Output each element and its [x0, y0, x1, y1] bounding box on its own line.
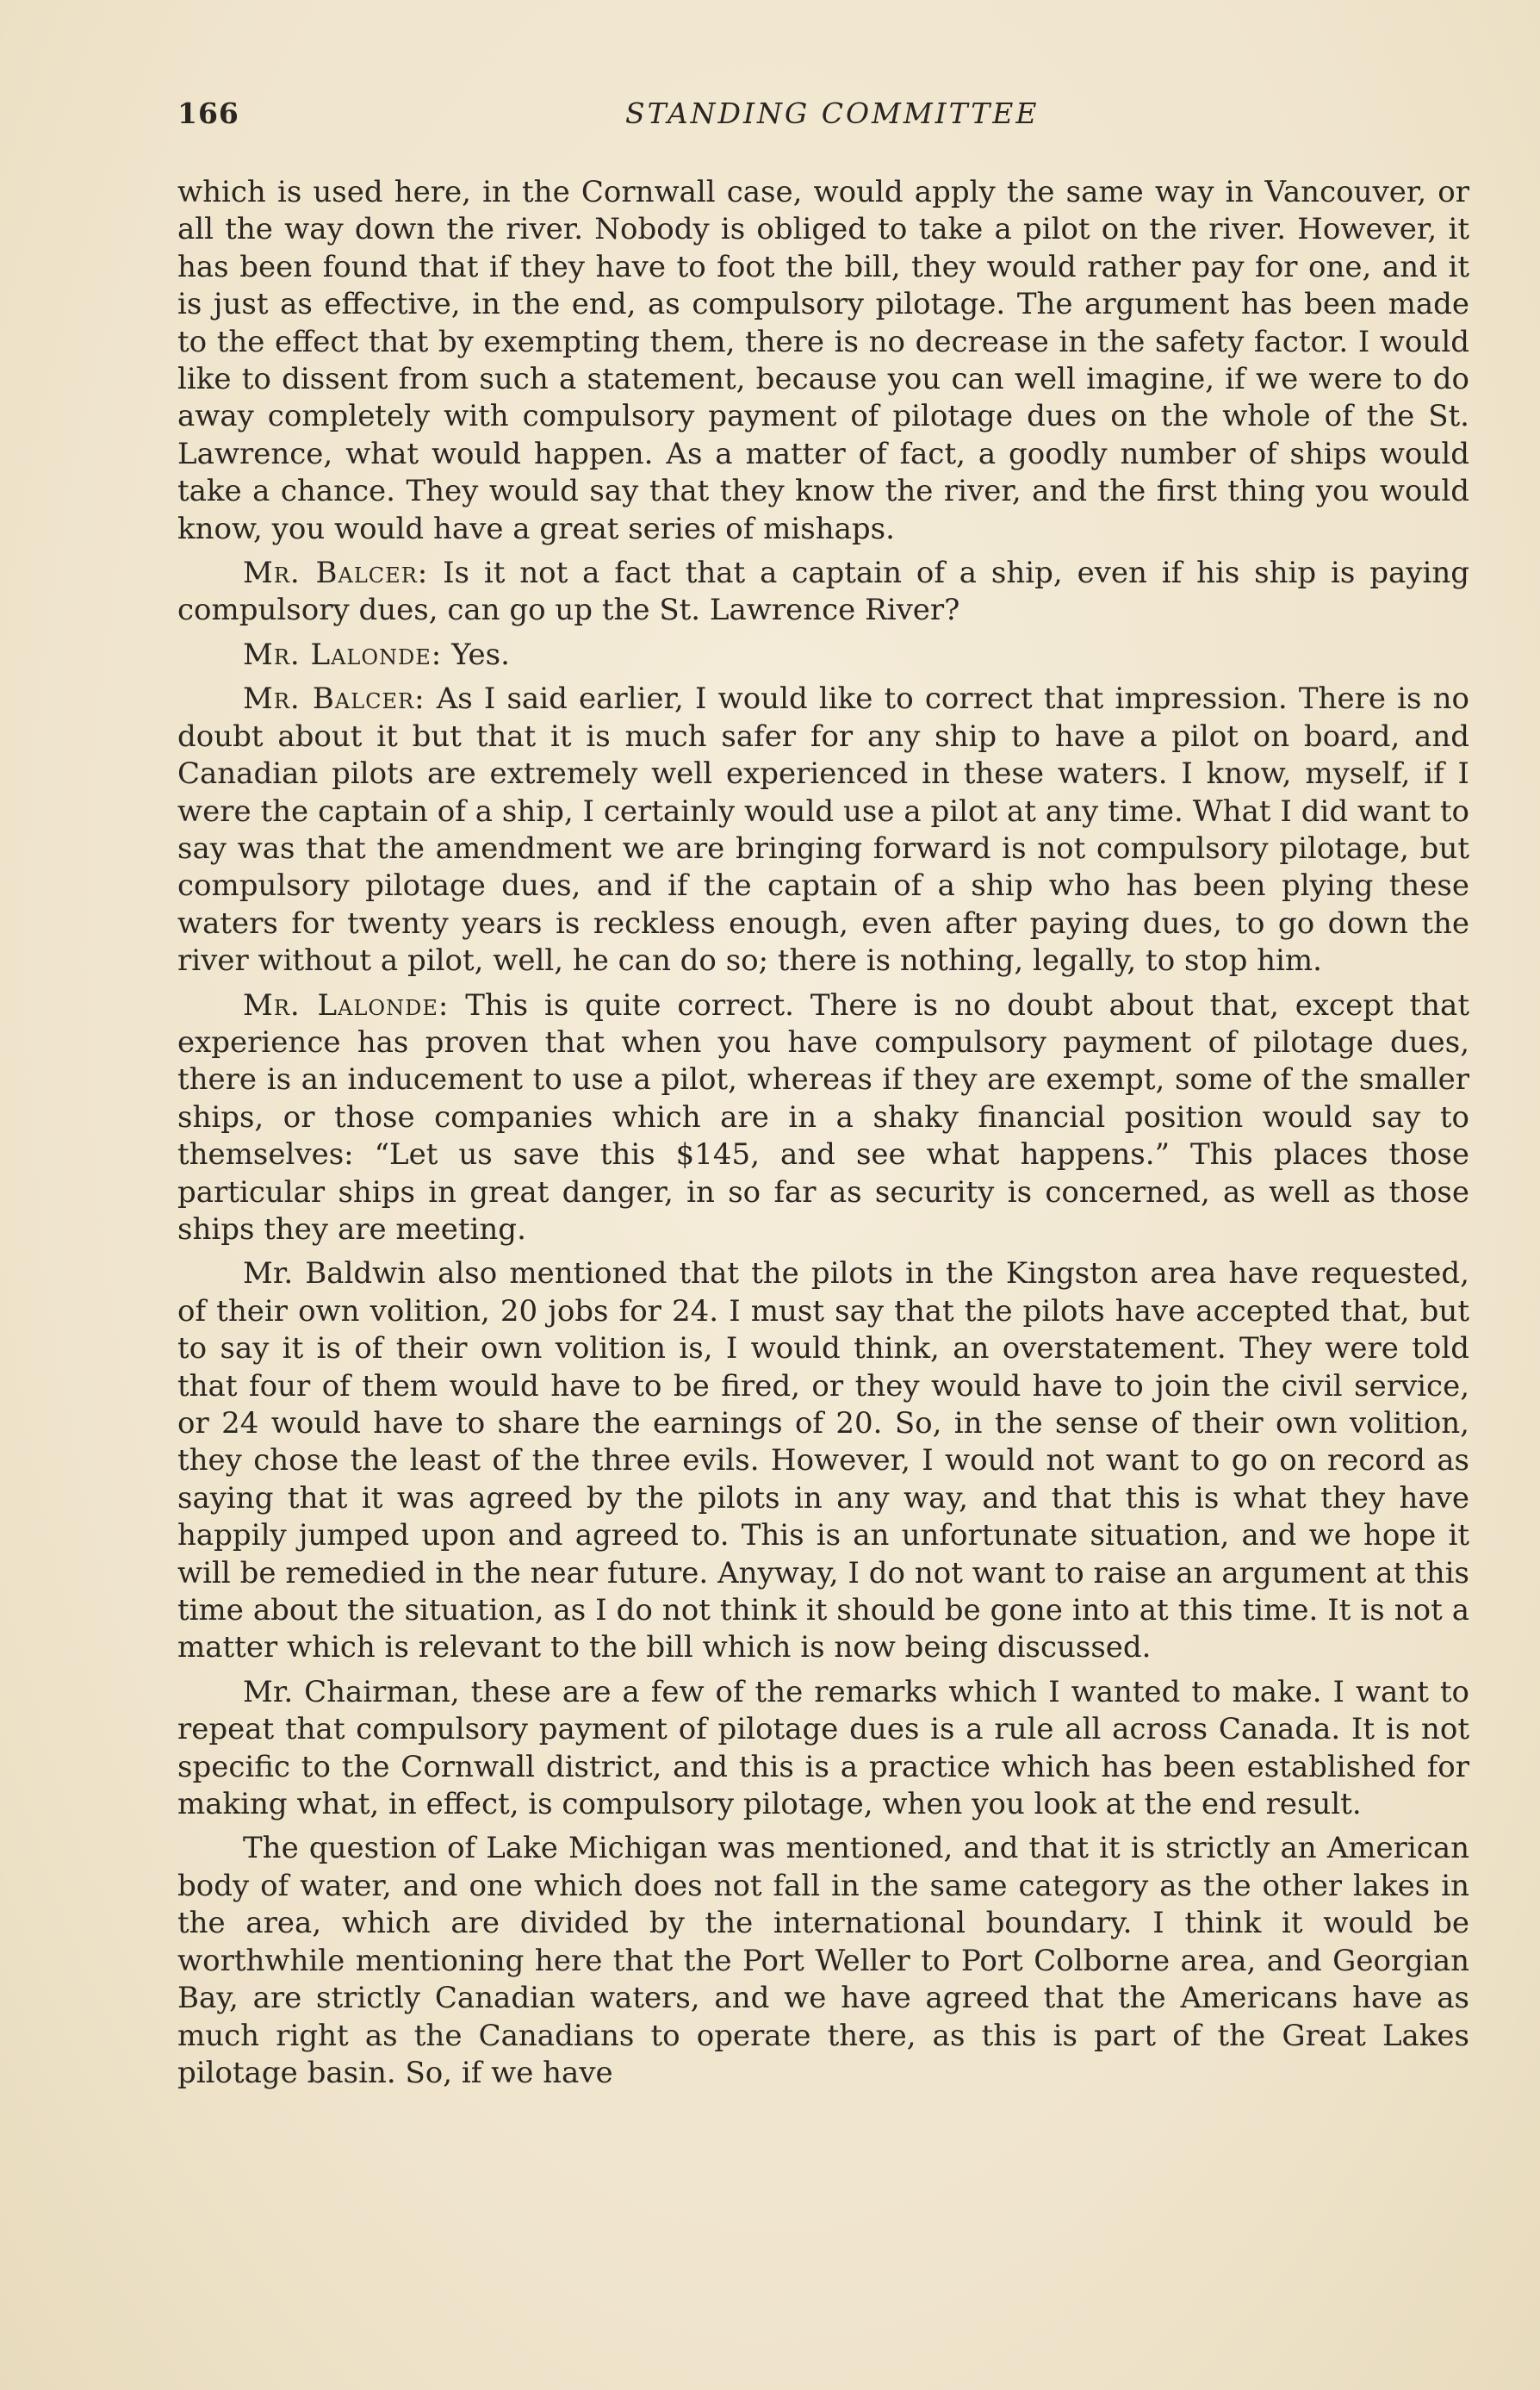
body-text: [177, 174, 1469, 2099]
paragraph-text: As I said earlier, I would like to correct that impression. There is no doubt about it but that it is much safer for any ship to have a pilot on board, and Canadian pilots are extremely well experienced in these waters. I know, myself, if I were the captain of a ship, I certainly would use a pilot at any time. What I did want to say was that the amendment we are bringing forward is not compulsory pilotage, but compulsory pilotage dues, and if the captain of a ship who has been plying these waters for twenty years is reckless enough, even after paying dues, to go down the river without a pilot, well, he can do so; there is nothing, legally, to stop him.: [177, 682, 1469, 979]
paragraph-text: Mr. Baldwin also mentioned that the pilots in the Kingston area have requested, of their own volition, 20 jobs for 24. I must say that the pilots have accepted that, but to say it is of their own volition is, I would think, an overstatement. They were told that four of them would have to be fired, or they would have to join the civil service, or 24 would have to share the earnings of 20. So, in the sense of their own volition, they chose the least of the three evils. However, I would not want to go on record as saying that it was agreed by the pilots in any way, and that this is what they have happily jumped upon and agreed to. This is an unfortunate situation, and we hope it will be remedied in the near future. Anyway, I do not want to raise an argument at this time about the situation, as I do not think it should be gone into at this time. It is not a matter which is relevant to the bill which is now being discussed.: [177, 1256, 1469, 1665]
paragraph-text: Yes.: [451, 637, 510, 672]
paragraph: [177, 637, 1469, 674]
speaker-name: Mr. Balcer:: [243, 556, 429, 591]
speaker-name: Mr. Lalonde:: [243, 637, 443, 672]
paragraph: [177, 174, 1469, 548]
paragraph-text: The question of Lake Michigan was mentioned, and that it is strictly an American body of water, and one which does not fall in the same category as the other lakes in the area, which are divided by the international boundary. I think it would be worthwhile mentioning here that the Port Weller to Port Colborne area, and Georgian Bay, are strictly Canadian waters, and we have agreed that the Americans have as much right as the Canadians to operate there, as this is part of the Great Lakes pilotage basin. So, if we have: [177, 1831, 1469, 2090]
paragraph: [177, 1674, 1469, 1824]
running-head: STANDING COMMITTEE: [625, 96, 1040, 130]
paragraph-text: This is quite correct. There is no doubt about that, except that experience has proven that when you have compulsory payment of pilotage dues, there is an inducement to use a pilot, whereas if they are exempt, some of the smaller ships, or those companies which are in a shaky financial position would say to themselves: “Let us save this $145, and see what happens.” This places those particular ships in great danger, in so far as security is concerned, as well as those ships they are meeting.: [177, 987, 1469, 1247]
page-header: [177, 96, 1469, 148]
paragraph-text: Is it not a fact that a captain of a ship, even if his ship is paying compulsory dues, can go up the St. Lawrence River?: [177, 556, 1469, 628]
paragraph: [177, 1830, 1469, 2092]
page-number: 166: [177, 96, 239, 130]
paragraph-text: Mr. Chairman, these are a few of the remarks which I wanted to make. I want to repeat that compulsory payment of pilotage dues is a rule all across Canada. It is not specific to the Cornwall district, and this is a practice which has been established for making what, in effect, is compulsory pilotage, when you look at the end result.: [177, 1674, 1469, 1822]
paragraph-text: which is used here, in the Cornwall case, would apply the same way in Vancouver, or all the way down the river. Nobody is obliged to take a pilot on the river. However, it has been found that if they have to foot the bill, they would rather pay for one, and it is just as effective, in the end, as compulsory pilotage. The argument has been made to the effect that by exempting them, there is no decrease in the safety factor. I would like to dissent from such a statement, because you can well imagine, if we were to do away completely with compulsory payment of pilotage dues on the whole of the St. Lawrence, what would happen. As a matter of fact, a goodly number of ships would take a chance. They would say that they know the river, and the first thing you would know, you would have a great series of mishaps.: [177, 175, 1469, 546]
speaker-name: Mr. Lalonde:: [243, 987, 450, 1023]
paragraph: [177, 1255, 1469, 1666]
speaker-name: Mr. Balcer:: [243, 682, 425, 717]
paragraph: [177, 987, 1469, 1249]
paragraph: [177, 555, 1469, 630]
paragraph: [177, 681, 1469, 980]
